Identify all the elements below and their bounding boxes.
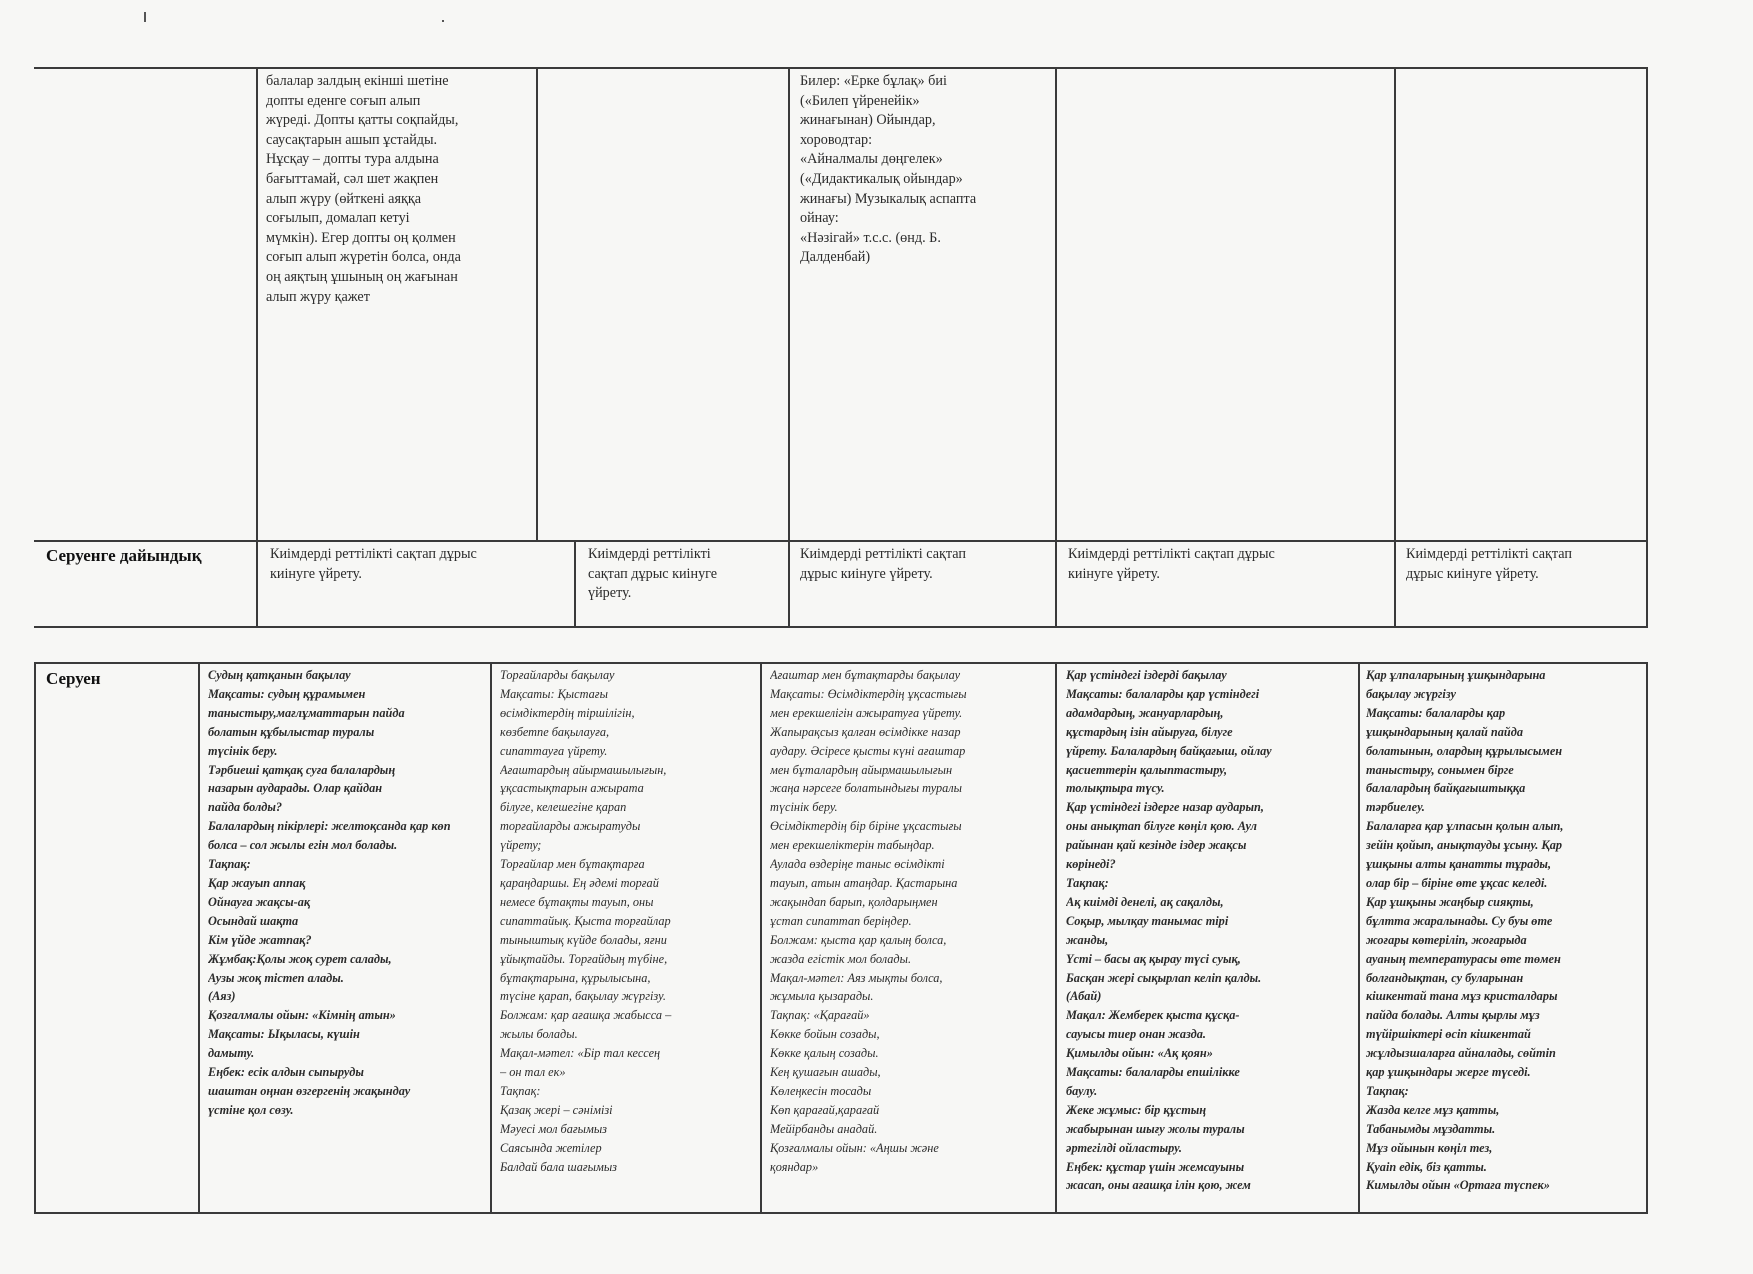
- walk-row-bottom-border: [34, 1212, 1648, 1214]
- prep-row-label: Серуенге дайындық: [46, 546, 202, 565]
- top-divider-2: [536, 67, 538, 540]
- top-col3-text: Билер: «Ерке бұлақ» биі («Билеп үйренейік» жинағынан) Ойындар, хороводтар: «Айналмалы дөңгелек» («Дидактикалық ойындар» жинағы) Музыкалық аспапта ойнау: «Нәзігай» т.с.с. (өнд. Б. Далденбай): [800, 73, 977, 266]
- prep-col4-text: Киімдерді реттілікті сақтап дұрыс киінуге үйрету.: [1068, 546, 1275, 582]
- walk-col5-text: Қар ұлпаларының ұшқындарына бақылау жүргізу Мақсаты: балаларды қар ұшқындарының қалай пайда болатынын, олардың құрылысымен таныстыру, сонымен бірге балалардың байқағыштыққа тәрбиелеу. Балаларға қар ұлпасын қолын алып, зейін қойып, анықтауды ұсыну. Қар ұшқыны алты қанатты тұрады, олар бір – біріне өте ұқсас келеді. Қар ұшқыны жаңбыр сияқты, бұлтта жаралынады. Су буы өте жоғары көтеріліп, жоғарыда ауаның температурасы өте төмен болғандықтан, су буларынан кішкентай тана мұз кристалдары пайда болады. Алты қырлы мұз түйіршіктері өсіп кішкентай жұлдызшаларға айналады, сөйтіп қар ұшқындары жерге түседі. Тақпақ: Жазда келге мұз қатты, Табанымды мұздатты. Мұз ойынын көңіл тез, Қуаіп едік, біз қатты. Кимылды ойын «Ортаға түспек»: [1366, 668, 1564, 1193]
- prep-col5-text: Киімдерді реттілікті сақтап дұрыс киінуге үйрету.: [1406, 546, 1572, 582]
- top-divider-1: [256, 67, 258, 627]
- prep-col3-text: Киімдерді реттілікті сақтап дұрыс киінуге үйрету.: [800, 546, 966, 582]
- walk-col1-text: Судың қатқанын бақылау Мақсаты: судың құрамымен таныстыру,мағлұматтарын пайда болатын құбылыстар туралы түсінік беру. Тәрбиеші қатқақ суға балалардың назарын аударады. Олар қайдан пайда болды? Балалардың пікірлері: желтоқсанда қар көп болса – сол жылы егін мол болады. Тақпақ: Қар жауып аппақ Ойнауға жақсы-ақ Осындай шақта Кім үйде жатпақ? Жұмбақ:Қолы жоқ сурет салады, Аузы жоқ тістеп алады. (Аяз) Қозғалмалы ойын: «Кімнің атын» Мақсаты: Ықыласы, күшін дамыту. Еңбек: есік алдын сыпыруды шаштан оңнан өзгергенің жақындау үстіне қол сөзу.: [208, 668, 451, 1117]
- walk-col3-text: Ағаштар мен бұтақтарды бақылау Мақсаты: Өсімдіктердің ұқсастығы мен ерекшелігін ажыратуға үйрету. Жапырақсыз қалған өсімдікке назар аудару. Әсіресе қысты күні ағаштар мен бұталардың айырмашылығын жаңа нәрсеге болатындығы туралы түсінік беру. Өсімдіктердің бір біріне ұқсастығы мен ерекшеліктерін табыңдар. Аулада өздеріңе таныс өсімдікті тауып, атын атаңдар. Қастарына жақындап барып, қолдарыңмен ұстап сипаттап беріңдер. Болжам: қыста қар қалың болса, жазда егістік мол болады. Мақал-мәтел: Аяз мықты болса, жұмыла қызарады. Тақпақ: «Қарағай» Көкке бойын созады, Көкке қалың созады. Кең қушағын ашады, Көлеңкесін тосады Көп қарағай,қарағай Мейірбанды анадай. Қозғалмалы ойын: «Аңшы және қояндар»: [770, 668, 967, 1174]
- prep-divider-2: [574, 540, 576, 628]
- prep-row-top-border: [34, 540, 1648, 542]
- scan-mark: [442, 20, 444, 22]
- top-right-border: [1646, 67, 1648, 627]
- top-divider-3: [788, 67, 790, 627]
- walk-col4-text: Қар үстіндегі іздерді бақылау Мақсаты: балаларды қар үстіндегі адамдардың, жануарлардың, құстардың ізін айыруға, білуге үйрету. Балалардың байқағыш, ойлау қасиеттерін қалыптастыру, толықтыра түсу. Қар үстіндегі іздерге назар аударып, оны анықтап білуге көңіл қою. Аул райынан қай кезінде іздер жақсы көрінеді? Тақпақ: Ақ киімді денелі, ақ сақалды, Соқыр, мылқау танымас тірі жанды, Үсті – басы ақ қырау түсі суық, Басқан жері сықырлап келіп қалды. (Абай) Мақал: Жемберек қыста құсқа- сауысы тиер онан жазда. Қимылды ойын: «Ақ қоян» Мақсаты: балаларды епшілікке баулу. Жеке жұмыс: бір құстың жабырынан шығу жолы туралы әртегілді ойластыру. Еңбек: құстар үшін жемсауыны жасап, оны ағашқа ілін қою, жем: [1066, 668, 1272, 1193]
- prep-row-bottom-border: [34, 626, 1648, 628]
- walk-right-border: [1646, 662, 1648, 1214]
- top-divider-5: [1394, 67, 1396, 627]
- scan-mark: [144, 12, 146, 22]
- top-col1-text: балалар залдың екінші шетіне допты еденге соғып алып жүреді. Допты қатты соқпайды, саусақтарын ашып ұстайды. Нұсқау – допты тура алдына бағыттамай, сәл шет жақпен алып жүру (өйткені аяққа соғылып, домалап кетуі мүмкін). Егер допты оң қолмен соғып алып жүретін болса, онда оң аяқтың ұшының оң жағынан алып жүру қажет: [266, 73, 461, 305]
- walk-row-top-border: [34, 662, 1648, 664]
- prep-col1-text: Киімдерді реттілікті сақтап дұрыс киінуге үйрету.: [270, 546, 477, 582]
- table-top-border: [34, 67, 1648, 69]
- walk-row-label: Серуен: [46, 669, 101, 688]
- walk-divider-4: [1055, 662, 1057, 1214]
- walk-col2-text: Торғайларды бақылау Мақсаты: Қыстағы өсімдіктердің тіршілігін, көзбетпе бақылауға, сипаттауға үйрету. Ағаштардың айырмашылығын, ұқсастықтарын ажырата білуге, келешегіне қарап торғайларды ажыратуды үйрету; Торғайлар мен бұтақтарға қараңдаршы. Ең әдемі торғай немесе бұтақты тауып, оны сипаттайық. Қыста торғайлар тыныштық күйде болады, яғни ұйықтайды. Торғайдың түбіне, бұтақтарына, құрылысына, түсіне қарап, бақылау жүргізу. Болжам: қар ағашқа жабысса – жылы болады. Мақал-мәтел: «Бір тал кессең – он тал ек» Тақпақ: Қазақ жері – сәнімізі Мәуесі мол бағымыз Саясында жетілер Балдай бала шағымыз: [500, 668, 672, 1174]
- walk-left-border: [34, 662, 36, 1214]
- prep-col2-text: Киімдерді реттілікті сақтап дұрыс киінуге үйрету.: [588, 546, 718, 602]
- top-divider-4: [1055, 67, 1057, 627]
- walk-divider-1: [198, 662, 200, 1214]
- walk-divider-5: [1358, 662, 1360, 1214]
- walk-divider-2: [490, 662, 492, 1214]
- walk-divider-3: [760, 662, 762, 1214]
